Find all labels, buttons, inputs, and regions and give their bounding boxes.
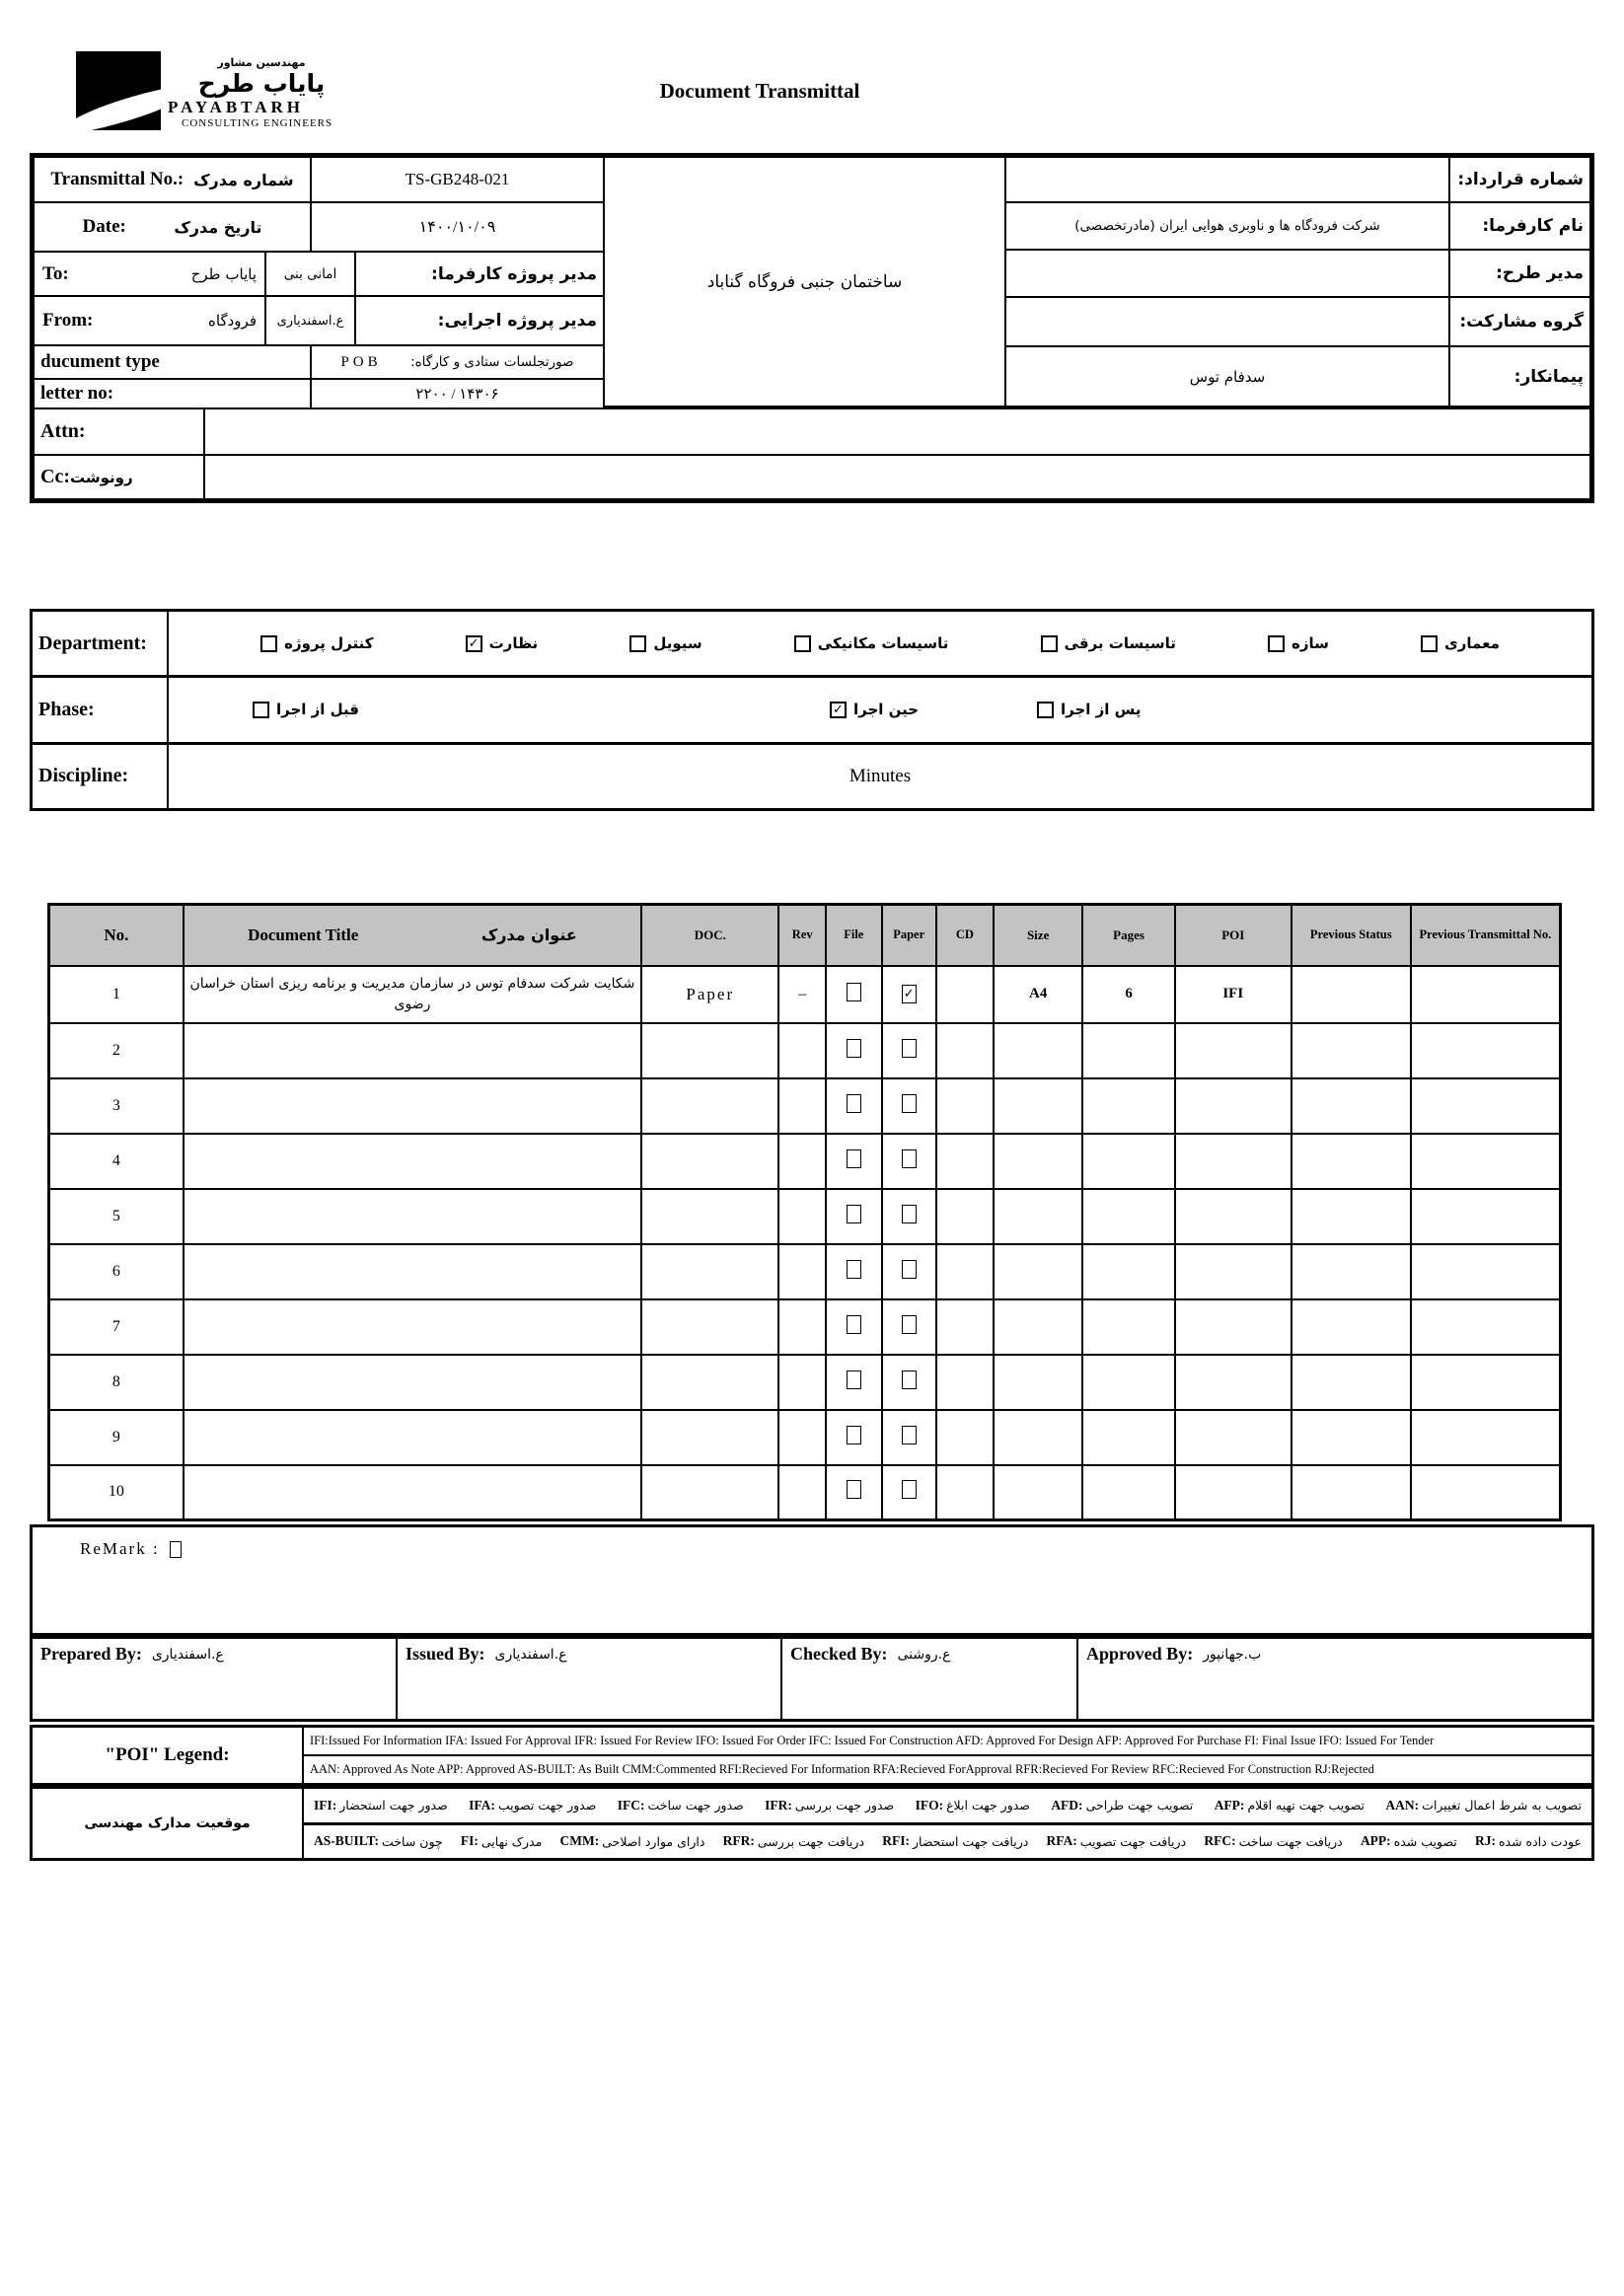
from-person: ع.اسفندیاری [264,295,356,346]
attn-value-cell [203,407,1591,456]
row-no-cell: 6 [49,1244,184,1299]
row-prev-transmittal-cell [1411,1410,1561,1465]
row-size-cell [994,1410,1082,1465]
fa-legend-item: AAN: تصویب به شرط اعمال تغییرات [1385,1797,1582,1814]
row-pages-cell [1082,1410,1174,1465]
checkbox-icon[interactable] [1421,635,1438,652]
row-doc-cell [641,1023,778,1078]
row-prev-status-cell [1292,1078,1411,1134]
jv-value-cell [1004,296,1450,347]
col-no: No. [49,905,184,966]
paper-checkbox[interactable] [902,1480,917,1499]
row-prev-transmittal-cell [1411,1078,1561,1134]
fa-legend-item: IFI: صدور جهت استحضار [314,1797,448,1814]
to-label: To: [42,262,69,284]
fa-legend-item: RFC: دریافت جهت ساخت [1204,1833,1343,1849]
row-no-cell: 9 [49,1410,184,1465]
phase-label: Phase: [33,678,169,741]
fa-legend-item: RFR: دریافت جهت بررسی [722,1833,865,1849]
dept-project-control[interactable]: کنترل پروژه [260,634,373,652]
row-title-cell [184,1189,641,1244]
row-paper-cell [882,966,936,1023]
row-prev-status-cell [1292,1299,1411,1355]
dept-electrical[interactable]: تاسیسات برقی [1041,634,1176,652]
file-checkbox[interactable] [847,1205,861,1223]
letterno-label-cell [33,378,312,409]
doc-table-body [49,966,1561,1520]
row-size-cell [994,1023,1082,1078]
row-poi-cell [1175,1244,1292,1299]
row-pages-cell [1082,1299,1174,1355]
row-size-cell [994,1299,1082,1355]
logo-swoosh-icon [76,79,161,130]
row-file-cell [826,1134,882,1189]
row-rev-cell [778,1355,825,1410]
table-row [49,1410,1561,1465]
doctype-value: صورتجلسات ستادی و کارگاه: [410,354,574,370]
file-checkbox[interactable] [847,1480,861,1499]
col-prev-transmittal: Previous Transmittal No. [1411,905,1561,966]
row-rev-cell [778,1134,825,1189]
row-prev-status-cell [1292,1189,1411,1244]
paper-checkbox[interactable] [902,1094,917,1113]
row-file-cell [826,1299,882,1355]
row-rev-cell [778,1410,825,1465]
to-role-label: مدیر پروژه کارفرما: [354,251,605,297]
row-title-cell [184,1023,641,1078]
col-rev: Rev [778,905,825,966]
department-label: Department: [33,612,169,675]
row-title-cell [184,1244,641,1299]
contract-no-label: شماره قرارداد: [1448,156,1591,203]
transmittal-no-value: TS-GB248-021 [310,156,605,203]
department-options [169,612,1591,675]
cc-value-cell [203,454,1591,500]
row-doc-cell [641,1355,778,1410]
checkbox-icon[interactable] [260,635,277,652]
from-label: From: [42,310,94,331]
design-manager-value-cell [1004,249,1450,298]
dept-architecture[interactable]: معماری [1421,634,1500,652]
client-value: شرکت فرودگاه ها و ناوبری هوایی ایران (مادرتخصصی) [1004,201,1450,251]
col-file: File [826,905,882,966]
row-file-cell [826,1244,882,1299]
row-cd-cell [936,1355,994,1410]
row-prev-status-cell [1292,966,1411,1023]
row-doc-cell [641,1078,778,1134]
paper-checkbox[interactable] [902,985,917,1003]
file-checkbox[interactable] [847,1094,861,1113]
phase-row [33,678,1591,744]
row-pages-cell [1082,1355,1174,1410]
dept-supervision[interactable]: ✓ نظارت [466,634,539,652]
table-row [49,1134,1561,1189]
row-title-cell: شکایت شرکت سدفام توس در سازمان مدیریت و برنامه ریزی استان خراسان رضوی [184,966,641,1023]
row-rev-cell [778,1023,825,1078]
table-row [49,1355,1561,1410]
doctype-value-cell [310,344,605,380]
checked-by-label: Checked By: [790,1644,888,1664]
paper-checkbox[interactable] [902,1205,917,1223]
date-label: Date: [82,216,126,237]
prepared-by-value: ع.اسفندیاری [151,1647,224,1663]
paper-checkbox[interactable] [902,1426,917,1444]
approved-by-cell [1078,1639,1591,1719]
dept-mechanical[interactable]: تاسیسات مکانیکی [794,634,949,652]
row-prev-transmittal-cell [1411,966,1561,1023]
phase-during[interactable]: ✓ حین اجرا [830,701,919,718]
row-size-cell [994,1134,1082,1189]
department-phase-table [30,609,1594,811]
client-label: نام کارفرما: [1448,201,1591,251]
row-size-cell [994,1465,1082,1520]
col-doc: DOC. [641,905,778,966]
row-size-cell [994,1355,1082,1410]
row-title-cell [184,1465,641,1520]
brand-en-main: PAYABTARH [168,98,305,117]
brand-fa-main: پایاب طرح [197,68,326,98]
transmittal-info-table [30,153,1594,503]
file-checkbox[interactable] [847,983,861,1001]
company-brand [168,57,355,130]
issued-by-cell [398,1639,782,1719]
row-doc-cell [641,1465,778,1520]
checkbox-icon[interactable] [1041,635,1058,652]
fa-legend-item: CMM: دارای موارد اصلاحی [559,1833,705,1849]
col-poi: POI [1175,905,1292,966]
row-poi-cell [1175,1410,1292,1465]
row-prev-transmittal-cell [1411,1244,1561,1299]
fa-legend-item: AFP: تصویب جهت تهیه اقلام [1214,1797,1366,1814]
row-no-cell: 7 [49,1299,184,1355]
dept-structure[interactable]: سازه [1268,634,1329,652]
row-poi-cell [1175,1134,1292,1189]
row-cd-cell [936,1134,994,1189]
letterno-value: ۲۲۰۰ / ۱۴۳۰۶ [310,378,605,409]
transmittal-no-label: Transmittal No.: [50,169,185,189]
row-cd-cell [936,1244,994,1299]
page-title: Document Transmittal [659,79,860,103]
checkbox-icon[interactable] [794,635,811,652]
row-prev-status-cell [1292,1134,1411,1189]
row-size-cell [994,1189,1082,1244]
phase-after[interactable]: پس از اجرا [1037,701,1141,718]
row-no-cell: 2 [49,1023,184,1078]
contract-no-value-cell [1004,156,1450,203]
row-poi-cell [1175,1078,1292,1134]
to-value: پایاب طرح [190,264,257,283]
date-value: ۱۴۰۰/۱۰/۰۹ [310,201,605,253]
row-no-cell: 10 [49,1465,184,1520]
from-cell [33,295,266,346]
row-cd-cell [936,966,994,1023]
fa-legend-line2 [304,1822,1591,1859]
row-file-cell [826,1078,882,1134]
row-size-cell [994,1244,1082,1299]
approved-by-value: ب.جهانپور [1203,1647,1262,1663]
table-row [49,1078,1561,1134]
row-file-cell [826,1410,882,1465]
doctype-label: ducument type [40,351,160,372]
brand-fa-small: مهندسین مشاور [217,56,306,69]
remark-checkbox[interactable] [170,1541,182,1558]
payabtarh-logo-icon [76,51,161,130]
contractor-label: پیمانکار: [1448,345,1591,407]
row-prev-status-cell [1292,1465,1411,1520]
checkbox-icon[interactable] [1037,702,1054,718]
row-prev-transmittal-cell [1411,1299,1561,1355]
row-poi-cell [1175,1355,1292,1410]
col-pages: Pages [1082,905,1174,966]
fa-legend-item: RJ: عودت داده شده [1474,1833,1582,1849]
signatures-row [30,1636,1594,1722]
prepared-by-label: Prepared By: [40,1644,142,1664]
cc-label-cell [33,454,205,500]
brand-en-sub: CONSULTING ENGINEERS [182,116,333,129]
row-cd-cell [936,1078,994,1134]
cc-label-fa: رونوشت [69,468,133,486]
row-paper-cell [882,1465,936,1520]
row-doc-cell [641,1410,778,1465]
remark-label: ReMark : [80,1539,160,1558]
row-pages-cell: 6 [1082,966,1174,1023]
row-doc-cell: Paper [641,966,778,1023]
poi-legend-line2: AAN: Approved As Note APP: Approved AS-BUILT: As Built CMM:Commented RFI:Recieved For Information RFA:Recieved ForApproval RFR:Recieved For Review RFC:Recieved For Construction RJ:Rejected [304,1754,1591,1783]
poi-legend [30,1725,1594,1786]
paper-checkbox[interactable] [902,1039,917,1058]
row-pages-cell [1082,1134,1174,1189]
table-row [49,1299,1561,1355]
checked-by-cell [782,1639,1078,1719]
row-prev-transmittal-cell [1411,1465,1561,1520]
col-size: Size [994,905,1082,966]
row-file-cell [826,1355,882,1410]
design-manager-label: مدیر طرح: [1448,249,1591,298]
remark-box [30,1524,1594,1636]
file-checkbox[interactable] [847,1260,861,1279]
row-title-cell [184,1134,641,1189]
row-prev-status-cell [1292,1355,1411,1410]
row-paper-cell [882,1244,936,1299]
fa-legend-item: RFI: دریافت جهت استحضار [882,1833,1029,1849]
row-cd-cell [936,1410,994,1465]
row-paper-cell [882,1134,936,1189]
row-title-cell [184,1299,641,1355]
checkbox-icon[interactable] [629,635,646,652]
row-rev-cell [778,1465,825,1520]
row-poi-cell [1175,1023,1292,1078]
row-no-cell: 5 [49,1189,184,1244]
phase-before[interactable]: قبل از اجرا [253,701,359,718]
row-rev-cell [778,1299,825,1355]
row-size-cell: A4 [994,966,1082,1023]
row-title-cell [184,1355,641,1410]
row-prev-status-cell [1292,1244,1411,1299]
row-prev-status-cell [1292,1410,1411,1465]
date-label-fa: تاریخ مدرک [174,217,262,237]
to-cell [33,251,266,297]
row-pages-cell [1082,1189,1174,1244]
row-rev-cell [778,1244,825,1299]
dept-civil[interactable]: سیویل [629,634,701,652]
row-doc-cell [641,1299,778,1355]
row-cd-cell [936,1023,994,1078]
table-row [49,1023,1561,1078]
discipline-value: Minutes [849,765,912,786]
fa-legend-item: IFC: صدور جهت ساخت [617,1797,744,1814]
row-paper-cell [882,1189,936,1244]
row-paper-cell [882,1299,936,1355]
issued-by-label: Issued By: [406,1644,485,1664]
row-title-cell [184,1078,641,1134]
col-paper: Paper [882,905,936,966]
row-file-cell [826,1189,882,1244]
row-no-cell: 8 [49,1355,184,1410]
col-cd: CD [936,905,994,966]
row-rev-cell [778,1189,825,1244]
col-prev-status: Previous Status [1292,905,1411,966]
date-label-cell [33,201,312,253]
approved-by-label: Approved By: [1086,1644,1194,1664]
fa-legend-label: موقعیت مدارک مهندسی [33,1789,304,1858]
row-poi-cell [1175,1465,1292,1520]
row-doc-cell [641,1244,778,1299]
row-prev-status-cell [1292,1023,1411,1078]
fa-legend-item: FI: مدرک نهایی [460,1833,543,1849]
row-rev-cell [778,1078,825,1134]
document-list-table [47,903,1562,1521]
row-file-cell [826,1023,882,1078]
row-prev-transmittal-cell [1411,1023,1561,1078]
row-cd-cell [936,1465,994,1520]
checkbox-icon[interactable] [830,702,847,718]
row-rev-cell: – [778,966,825,1023]
attn-label-cell [33,407,205,456]
letterno-label: letter no: [40,383,114,404]
from-role-label: مدیر پروژه اجرایی: [354,295,605,346]
file-checkbox[interactable] [847,1426,861,1444]
row-poi-cell: IFI [1175,966,1292,1023]
fa-legend-item: IFR: صدور جهت بررسی [765,1797,895,1814]
paper-checkbox[interactable] [902,1315,917,1334]
fa-legend-item: IFA: صدور جهت تصویب [469,1797,597,1814]
transmittal-no-label-cell [33,156,312,203]
phase-options [169,678,1591,741]
row-prev-transmittal-cell [1411,1134,1561,1189]
row-no-cell: 1 [49,966,184,1023]
row-poi-cell [1175,1189,1292,1244]
contractor-value: سدفام توس [1004,345,1450,407]
checkbox-icon[interactable] [253,702,269,718]
issued-by-value: ع.اسفندیاری [494,1647,567,1663]
row-paper-cell [882,1355,936,1410]
checkbox-icon[interactable] [466,635,482,652]
fa-legend-item: RFA: دریافت جهت تصویب [1046,1833,1187,1849]
project-name: ساختمان جنبی فروگاه گناباد [603,156,1006,407]
discipline-row [33,745,1591,808]
file-checkbox[interactable] [847,1370,861,1389]
poi-legend-line1: IFI:Issued For Information IFA: Issued For Approval IFR: Issued For Review IFO: Issued For Order IFC: Issued For Construction AFD: Approved For Design AFP: Approved For Purchase FI: Final Issue IFO: Issued For Tender [310,1734,1435,1747]
row-no-cell: 3 [49,1078,184,1134]
fa-legend-line1 [304,1789,1591,1822]
transmittal-no-label-fa: شماره مدرک [193,170,294,189]
discipline-label: Discipline: [33,745,169,808]
row-pages-cell [1082,1465,1174,1520]
row-pages-cell [1082,1078,1174,1134]
fa-legend-item: APP: تصویب شده [1360,1833,1457,1849]
fa-legend-item: AS-BUILT: چون ساخت [314,1833,443,1849]
department-row [33,612,1591,678]
row-cd-cell [936,1189,994,1244]
doctype-code: POB [340,353,382,370]
row-pages-cell [1082,1023,1174,1078]
row-poi-cell [1175,1299,1292,1355]
row-paper-cell [882,1410,936,1465]
checked-by-value: ع.روشنی [897,1647,951,1663]
from-value: فرودگاه [208,312,257,330]
poi-legend-label: "POI" Legend: [33,1728,304,1783]
row-file-cell [826,1465,882,1520]
row-doc-cell [641,1189,778,1244]
row-prev-transmittal-cell [1411,1189,1561,1244]
row-pages-cell [1082,1244,1174,1299]
row-prev-transmittal-cell [1411,1355,1561,1410]
to-person: امانی بنی [264,251,356,297]
paper-checkbox[interactable] [902,1260,917,1279]
row-paper-cell [882,1078,936,1134]
paper-checkbox[interactable] [902,1149,917,1168]
row-cd-cell [936,1299,994,1355]
poi-legend-fa [30,1786,1594,1861]
table-row [49,1189,1561,1244]
fa-legend-item: IFO: صدور جهت ابلاغ [915,1797,1030,1814]
jv-label: گروه مشارکت: [1448,296,1591,347]
table-row [49,966,1561,1023]
row-paper-cell [882,1023,936,1078]
paper-checkbox[interactable] [902,1370,917,1389]
file-checkbox[interactable] [847,1149,861,1168]
file-checkbox[interactable] [847,1039,861,1058]
row-file-cell [826,966,882,1023]
row-doc-cell [641,1134,778,1189]
table-header-row [49,905,1561,966]
checkbox-icon[interactable] [1268,635,1285,652]
table-row [49,1465,1561,1520]
table-row [49,1244,1561,1299]
file-checkbox[interactable] [847,1315,861,1334]
cc-label: Cc: [40,466,70,487]
row-size-cell [994,1078,1082,1134]
row-title-cell [184,1410,641,1465]
fa-legend-item: AFD: تصویب جهت طراحی [1051,1797,1194,1814]
attn-label: Attn: [40,420,86,442]
col-title: Document Title عنوان مدرک [184,905,641,966]
prepared-by-cell [33,1639,398,1719]
doctype-label-cell [33,344,312,380]
row-no-cell: 4 [49,1134,184,1189]
